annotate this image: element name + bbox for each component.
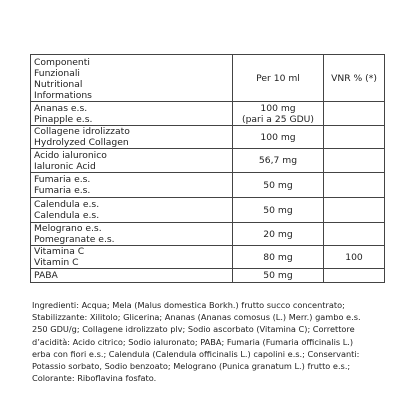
per-10ml-cell — [233, 223, 324, 246]
component-name-cell — [31, 149, 233, 173]
per-10ml-value: (pari a 25 GDU) — [242, 113, 314, 125]
per-10ml-cell — [233, 269, 324, 283]
per-10ml-value: 50 mg — [263, 270, 293, 281]
per-10ml-value: 20 mg — [263, 228, 293, 240]
component-name-line: Ialuronic Acid — [34, 160, 96, 172]
component-name-cell — [31, 198, 233, 223]
per-10ml-cell — [233, 102, 324, 126]
component-name-line: Pomegranate e.s. — [34, 234, 115, 245]
per-10ml-cell — [233, 126, 324, 149]
component-name-line: Hydrolyzed Collagen — [34, 137, 129, 148]
per-10ml-value: 56,7 mg — [258, 155, 298, 166]
per-10ml-cell — [233, 149, 324, 173]
component-name-line: Vitamin C — [34, 257, 79, 268]
vnr-cell — [324, 126, 385, 149]
table-row — [31, 246, 385, 269]
vnr-cell — [324, 198, 385, 223]
ingredients-text: Ingredienti: Acqua; Mela (Malus domestica Borkh.) frutto succo concentrato; Stabilizzante: Xilitolo; Glicerina; Ananas (Ananas comosus (L.) Merr.) gambo e.s. 250 GDU/g; Collagene idrolizzato plv; Sodio ascorbato (Vitamina C); Correttore d’acidità: Acido citrico; Sodio ialuronato; PABA; Fumaria (Fumaria officinalis L.) erba con fiori e.s.; Calendula (Calendula officinalis L.) capolini e.s.; Conservanti: Potassio sorbato, Sodio benzoato; Melograno (Punica granatum L.) frutto e.s.; Colorante: Riboflavina fosfato. — [32, 300, 361, 384]
per-10ml-cell — [233, 173, 324, 198]
component-name-line: Fumaria e.s. — [34, 185, 91, 196]
component-name-line: Calendula e.s. — [34, 199, 100, 210]
table-row — [31, 198, 385, 223]
header-per-cell: Per 10 ml — [233, 55, 324, 102]
per-10ml-value: 80 mg — [263, 251, 293, 263]
component-name-cell — [31, 246, 233, 269]
nutrition-table — [30, 54, 385, 283]
component-name-line: Pinapple e.s. — [34, 113, 93, 125]
header-components-line: Funzionali — [34, 68, 80, 79]
component-name-line: Vitamina C — [34, 246, 85, 257]
per-10ml-value: 50 mg — [263, 204, 293, 216]
component-name-line: Collagene idrolizzato — [34, 126, 130, 137]
component-name-line: Ananas e.s. — [34, 102, 88, 114]
component-name-line: Fumaria e.s. — [34, 174, 91, 185]
vnr-cell — [324, 173, 385, 198]
header-components-line: Nutritional — [34, 79, 83, 90]
component-name-cell — [31, 173, 233, 198]
per-10ml-value: 50 mg — [263, 179, 293, 191]
vnr-cell — [324, 269, 385, 283]
component-name-cell — [31, 126, 233, 149]
component-name-line: Acido ialuronico — [34, 149, 107, 161]
per-10ml-value: 100 mg — [260, 131, 296, 143]
vnr-cell — [324, 149, 385, 173]
component-name-line: Melograno e.s. — [34, 223, 102, 234]
vnr-cell — [324, 102, 385, 126]
vnr-cell: 100 — [324, 246, 385, 269]
vnr-cell — [324, 223, 385, 246]
component-name-line: Calendula e.s. — [34, 210, 100, 221]
table-row — [31, 269, 385, 283]
per-10ml-cell — [233, 246, 324, 269]
component-name-line: PABA — [34, 270, 58, 281]
table-row — [31, 126, 385, 149]
header-components-cell — [31, 55, 233, 102]
table-row — [31, 173, 385, 198]
component-name-cell — [31, 223, 233, 246]
table-row — [31, 149, 385, 173]
component-name-cell — [31, 269, 233, 283]
header-components-line: Informations — [34, 90, 92, 101]
table-row — [31, 223, 385, 246]
per-10ml-value: 100 mg — [260, 102, 296, 114]
header-components-line: Componenti — [34, 57, 90, 68]
table-row — [31, 102, 385, 126]
per-10ml-cell — [233, 198, 324, 223]
component-name-cell — [31, 102, 233, 126]
table-header-row — [31, 55, 385, 102]
header-vnr-cell: VNR % (*) — [324, 55, 385, 102]
